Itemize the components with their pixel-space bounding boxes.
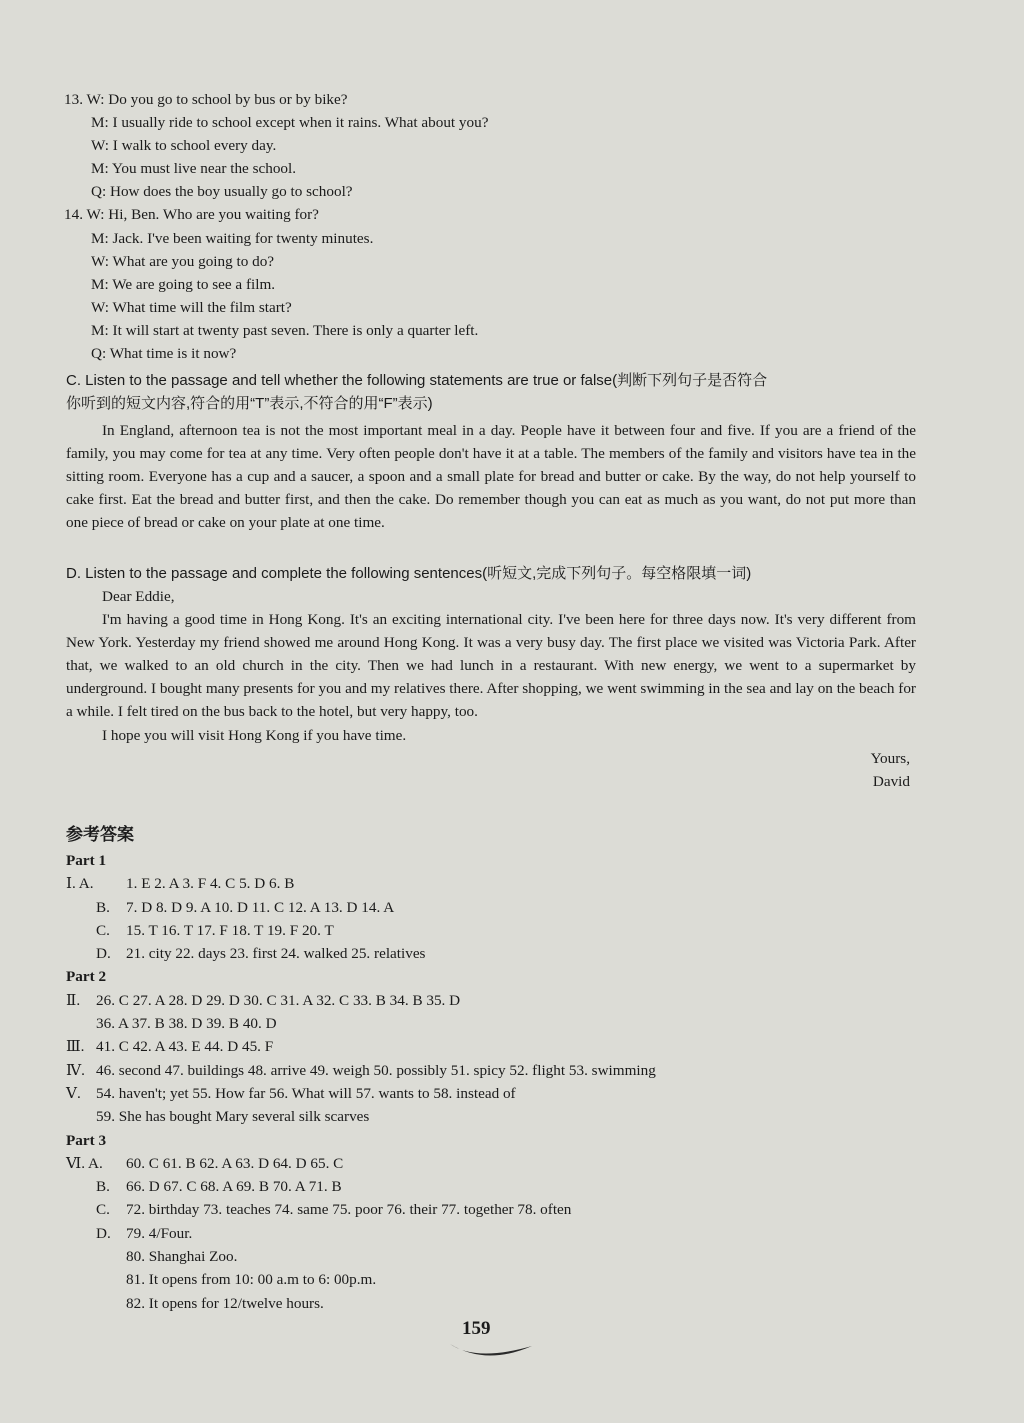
letter-closing: I hope you will visit Hong Kong if you have time. — [102, 726, 407, 744]
answer-key-title: 参考答案 — [66, 825, 134, 845]
page-number: 159 — [462, 1318, 491, 1339]
dialogue-line: M: You must live near the school. — [91, 160, 297, 178]
answer-row: C. 72. birthday 73. teaches 74. same 75. poor 76. their 77. together 78. often — [96, 1201, 572, 1219]
dialogue-line: 13. W: Do you go to school by bus or by bike? — [64, 91, 348, 108]
answer-row: Ⅴ. 54. haven't; yet 55. How far 56. What will 57. wants to 58. instead of — [66, 1084, 516, 1102]
dialogue-line: M: I usually ride to school except when it rains. What about you? — [91, 114, 489, 132]
dialogue-line: W: I walk to school every day. — [91, 137, 277, 155]
answer-row: C. 15. T 16. T 17. F 18. T 19. F 20. T — [96, 921, 334, 939]
section-c-heading-cont: 你听到的短文内容,符合的用“T”表示,不符合的用“F”表示) — [66, 395, 433, 412]
dialogue-line: M: It will start at twenty past seven. There is only a quarter left. — [91, 321, 479, 339]
dialogue-line: Q: How does the boy usually go to school? — [91, 183, 353, 201]
part-heading: Part 3 — [66, 1131, 107, 1149]
section-c-heading: C. Listen to the passage and tell whether the following statements are true or false(判断下列句子是否符合 — [66, 372, 768, 389]
letter-salutation: Dear Eddie, — [102, 588, 175, 605]
dialogue-line: Q: What time is it now? — [91, 345, 237, 363]
answer-row: Ⅰ. A. 1. E 2. A 3. F 4. C 5. D 6. B — [66, 875, 295, 893]
answer-row: Ⅵ. A. 60. C 61. B 62. A 63. D 64. D 65. C — [66, 1154, 344, 1172]
section-d-heading: D. Listen to the passage and complete the following sentences(听短文,完成下列句子。每空格限填一词) — [66, 565, 752, 582]
dialogue-line: M: Jack. I've been waiting for twenty minutes. — [91, 229, 374, 247]
answer-row: 80. Shanghai Zoo. — [126, 1248, 238, 1266]
dialogue-block — [64, 88, 664, 365]
answer-key — [66, 820, 916, 1315]
dialogue-line: W: What are you going to do? — [91, 252, 275, 270]
letter-body: I'm having a good time in Hong Kong. It's an exciting international city. I've been here for three days now. It's very different from New York. Yesterday my friend showed me around Hong Kong. It was a very busy day. The first place we visited was Victoria Park. After that, we walked to an old church in the city. Then we had lunch in a restaurant. With new energy, we went to a supermarket by underground. I bought many presents for you and my relatives there. After shopping, we went swimming in the sea and lay on the beach for a while. I felt tired on the bus back to the hotel, but very happy, too. — [66, 611, 916, 721]
answer-row: 82. It opens for 12/twelve hours. — [126, 1294, 324, 1312]
dialogue-line: W: What time will the film start? — [91, 298, 292, 316]
answer-row: B. 7. D 8. D 9. A 10. D 11. C 12. A 13. D 14. A — [96, 898, 395, 916]
section-c-passage: In England, afternoon tea is not the most important meal in a day. People have it between four and five. If you are a friend of the family, you may come for tea at any time. Very often people don't have it at a table. The members of the family and visitors have tea in the sitting room. Everyone has a cup and a saucer, a spoon and a small plate for bread and butter or cake. By the way, do not help yourself to cake first. Eat the bread and butter first, and then the cake. Do remember though you can eat as much as you want, do not put more than one piece of bread or cake on your plate at one time. — [66, 422, 916, 532]
answer-row: 81. It opens from 10: 00 a.m to 6: 00p.m. — [126, 1271, 377, 1289]
dialogue-line: 14. W: Hi, Ben. Who are you waiting for? — [64, 206, 319, 224]
part-heading: Part 2 — [66, 968, 107, 986]
answer-row: 59. She has bought Mary several silk scarves — [96, 1108, 370, 1126]
answer-row: D. 21. city 22. days 23. first 24. walked 25. relatives — [96, 945, 426, 963]
answer-row: Ⅳ. 46. second 47. buildings 48. arrive 49. weigh 50. possibly 51. spicy 52. flight 53. swimming — [66, 1061, 656, 1079]
letter-sign-off: Yours, — [870, 749, 910, 767]
page-ornament-icon — [446, 1340, 536, 1362]
letter-signature: David — [872, 772, 910, 790]
section-c — [66, 369, 916, 534]
dialogue-line: M: We are going to see a film. — [91, 275, 276, 293]
answer-row: D. 79. 4/Four. — [96, 1224, 193, 1242]
answer-row: Ⅲ. 41. C 42. A 43. E 44. D 45. F — [66, 1038, 274, 1056]
part-heading: Part 1 — [66, 852, 107, 869]
section-d — [66, 562, 916, 793]
answer-row: B. 66. D 67. C 68. A 69. B 70. A 71. B — [96, 1178, 342, 1196]
answer-row: Ⅱ. 26. C 27. A 28. D 29. D 30. C 31. A 32. C 33. B 34. B 35. D — [66, 991, 461, 1009]
answer-row: 36. A 37. B 38. D 39. B 40. D — [96, 1015, 277, 1033]
